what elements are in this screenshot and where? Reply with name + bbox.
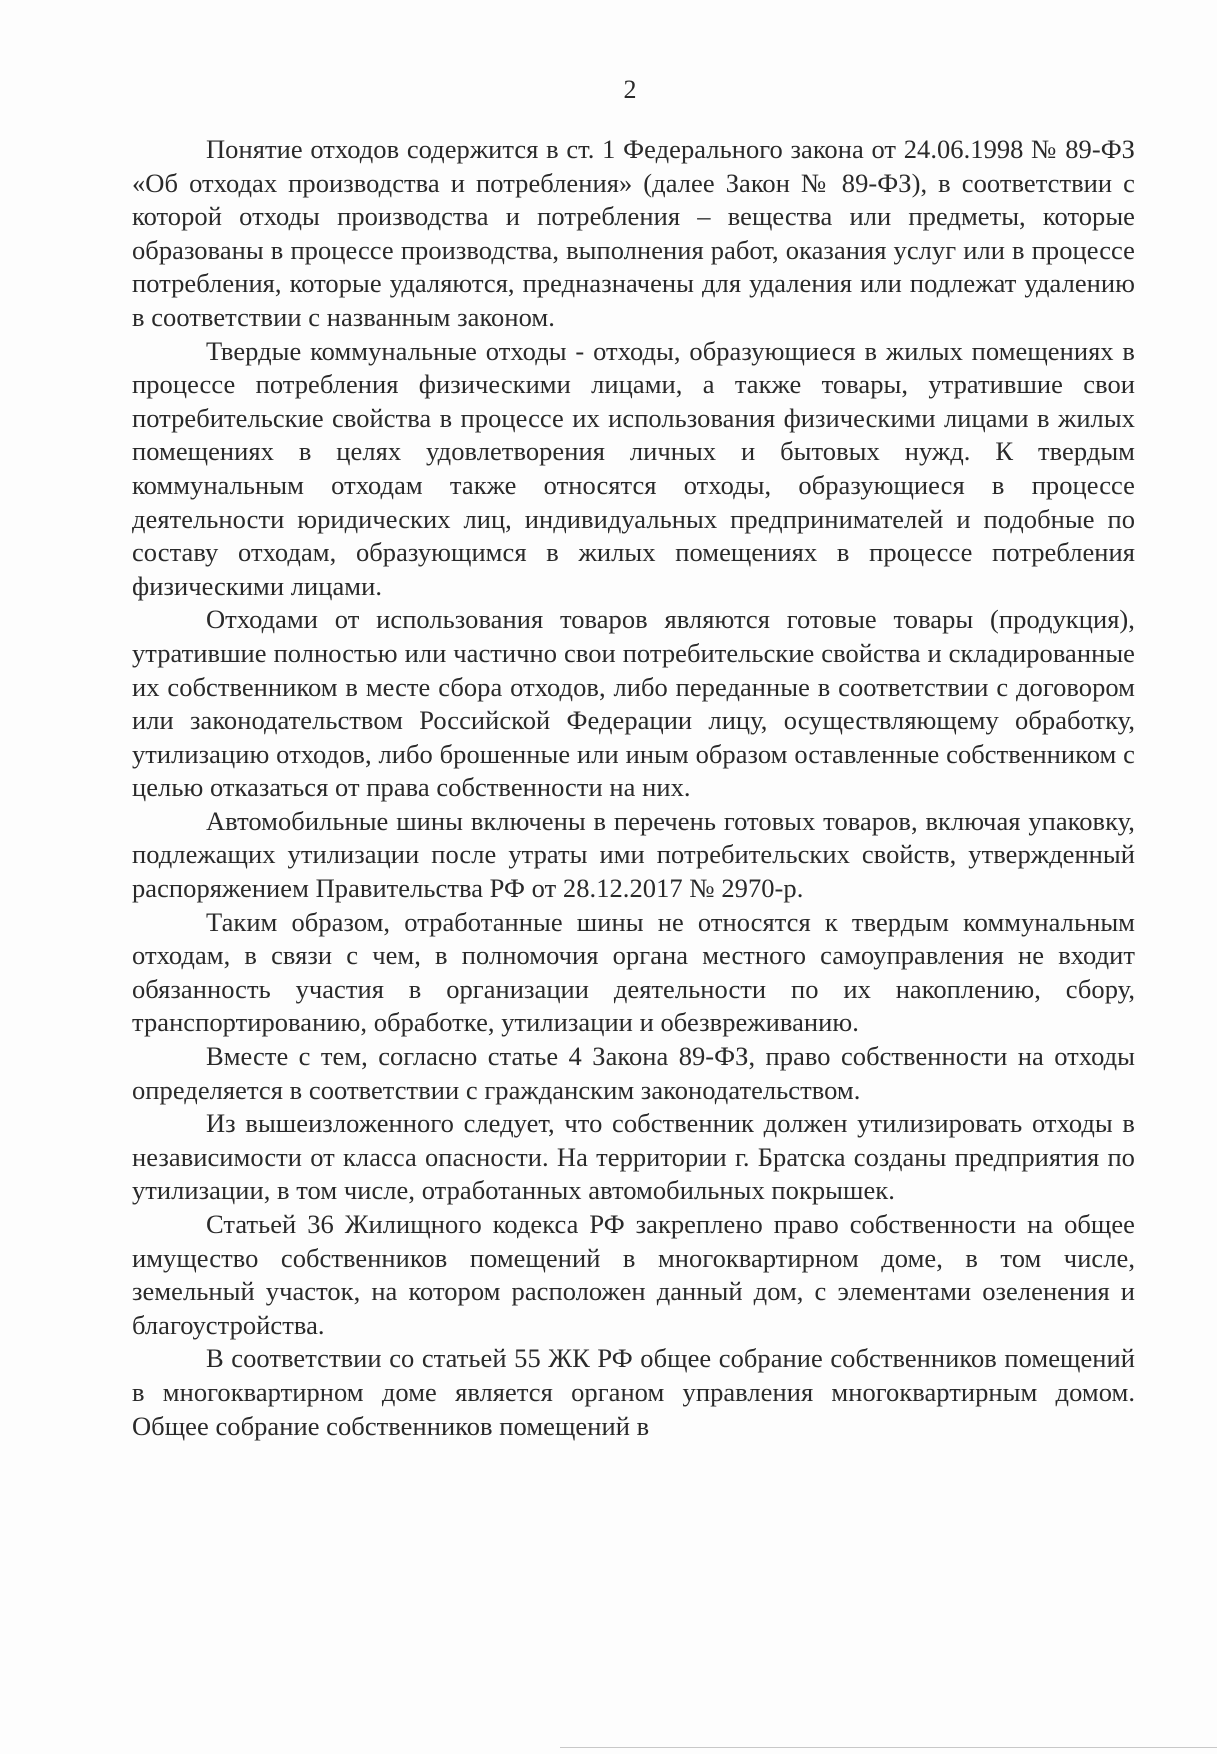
paragraph-solid-municipal-waste: Твердые коммунальные отходы - отходы, образующиеся в жилых помещениях в процессе потребления физическими лицами, а также товары, утратившие свои потребительские свойства в процессе их использования физическими лицами в жилых помещениях в целях удовлетворения личных и бытовых нужд. К твердым коммунальным отходам также относятся отходы, образующиеся в процессе деятельности юридических лиц, индивидуальных предпринимателей и подобные по составу отходам, образующимся в жилых помещениях в процессе потребления физическими лицами. [132, 335, 1135, 601]
paragraph-owner-duty: Из вышеизложенного следует, что собственник должен утилизировать отходы в независимости от класса опасности. На территории г. Братска созданы предприятия по утилизации, в том числе, отработанных автомобильных покрышек. [132, 1108, 1135, 1206]
paragraph-conclusion-tires: Таким образом, отработанные шины не относятся к твердым коммунальным отходам, в связи с чем, в полномочия органа местного самоуправления не входит обязанность участия в организации деятельности по их накоплению, сбору, транспортированию, обработке, утилизации и обезвреживанию. [132, 906, 1135, 1038]
document-body [132, 133, 1135, 1443]
scan-edge-line [560, 1747, 1217, 1748]
paragraph-car-tires: Автомобильные шины включены в перечень готовых товаров, включая упаковку, подлежащих утилизации после утраты ими потребительских свойств, утвержденный распоряжением Правительства РФ от 28.12.2017 № 2970-р. [132, 805, 1135, 904]
paragraph-ownership: Вместе с тем, согласно статье 4 Закона 89-ФЗ, право собственности на отходы определяется в соответствии с гражданским законодательством. [132, 1041, 1135, 1105]
paragraph-waste-definition: Понятие отходов содержится в ст. 1 Федерального закона от 24.06.1998 № 89-ФЗ «Об отходах производства и потребления» (далее Закон № 89-ФЗ), в соответствии с которой отходы производства и потребления – вещества или предметы, которые образованы в процессе производства, выполнения работ, оказания услуг или в процессе потребления, которые удаляются, предназначены для удаления или подлежат удалению в соответствии с названным законом. [132, 134, 1135, 332]
page-number: 2 [623, 75, 637, 104]
paragraph-goods-waste: Отходами от использования товаров являются готовые товары (продукция), утратившие полностью или частично свои потребительские свойства и складированные их собственником в месте сбора отходов, либо переданные в соответствии с договором или законодательством Российской Федерации лицу, осуществляющему обработку, утилизацию отходов, либо брошенные или иным образом оставленные собственником с целью отказаться от права собственности на них. [132, 604, 1135, 803]
paragraph-housing-code: Статьей 36 Жилищного кодекса РФ закреплено право собственности на общее имущество собственников помещений в многоквартирном доме, в том числе, земельный участок, на котором расположен данный дом, с элементами озеленения и благоустройства. [132, 1209, 1135, 1340]
paragraph-general-meeting: В соответствии со статьей 55 ЖК РФ общее собрание собственников помещений в многоквартирном доме является органом управления многоквартирным домом. Общее собрание собственников помещений в [132, 1343, 1135, 1441]
